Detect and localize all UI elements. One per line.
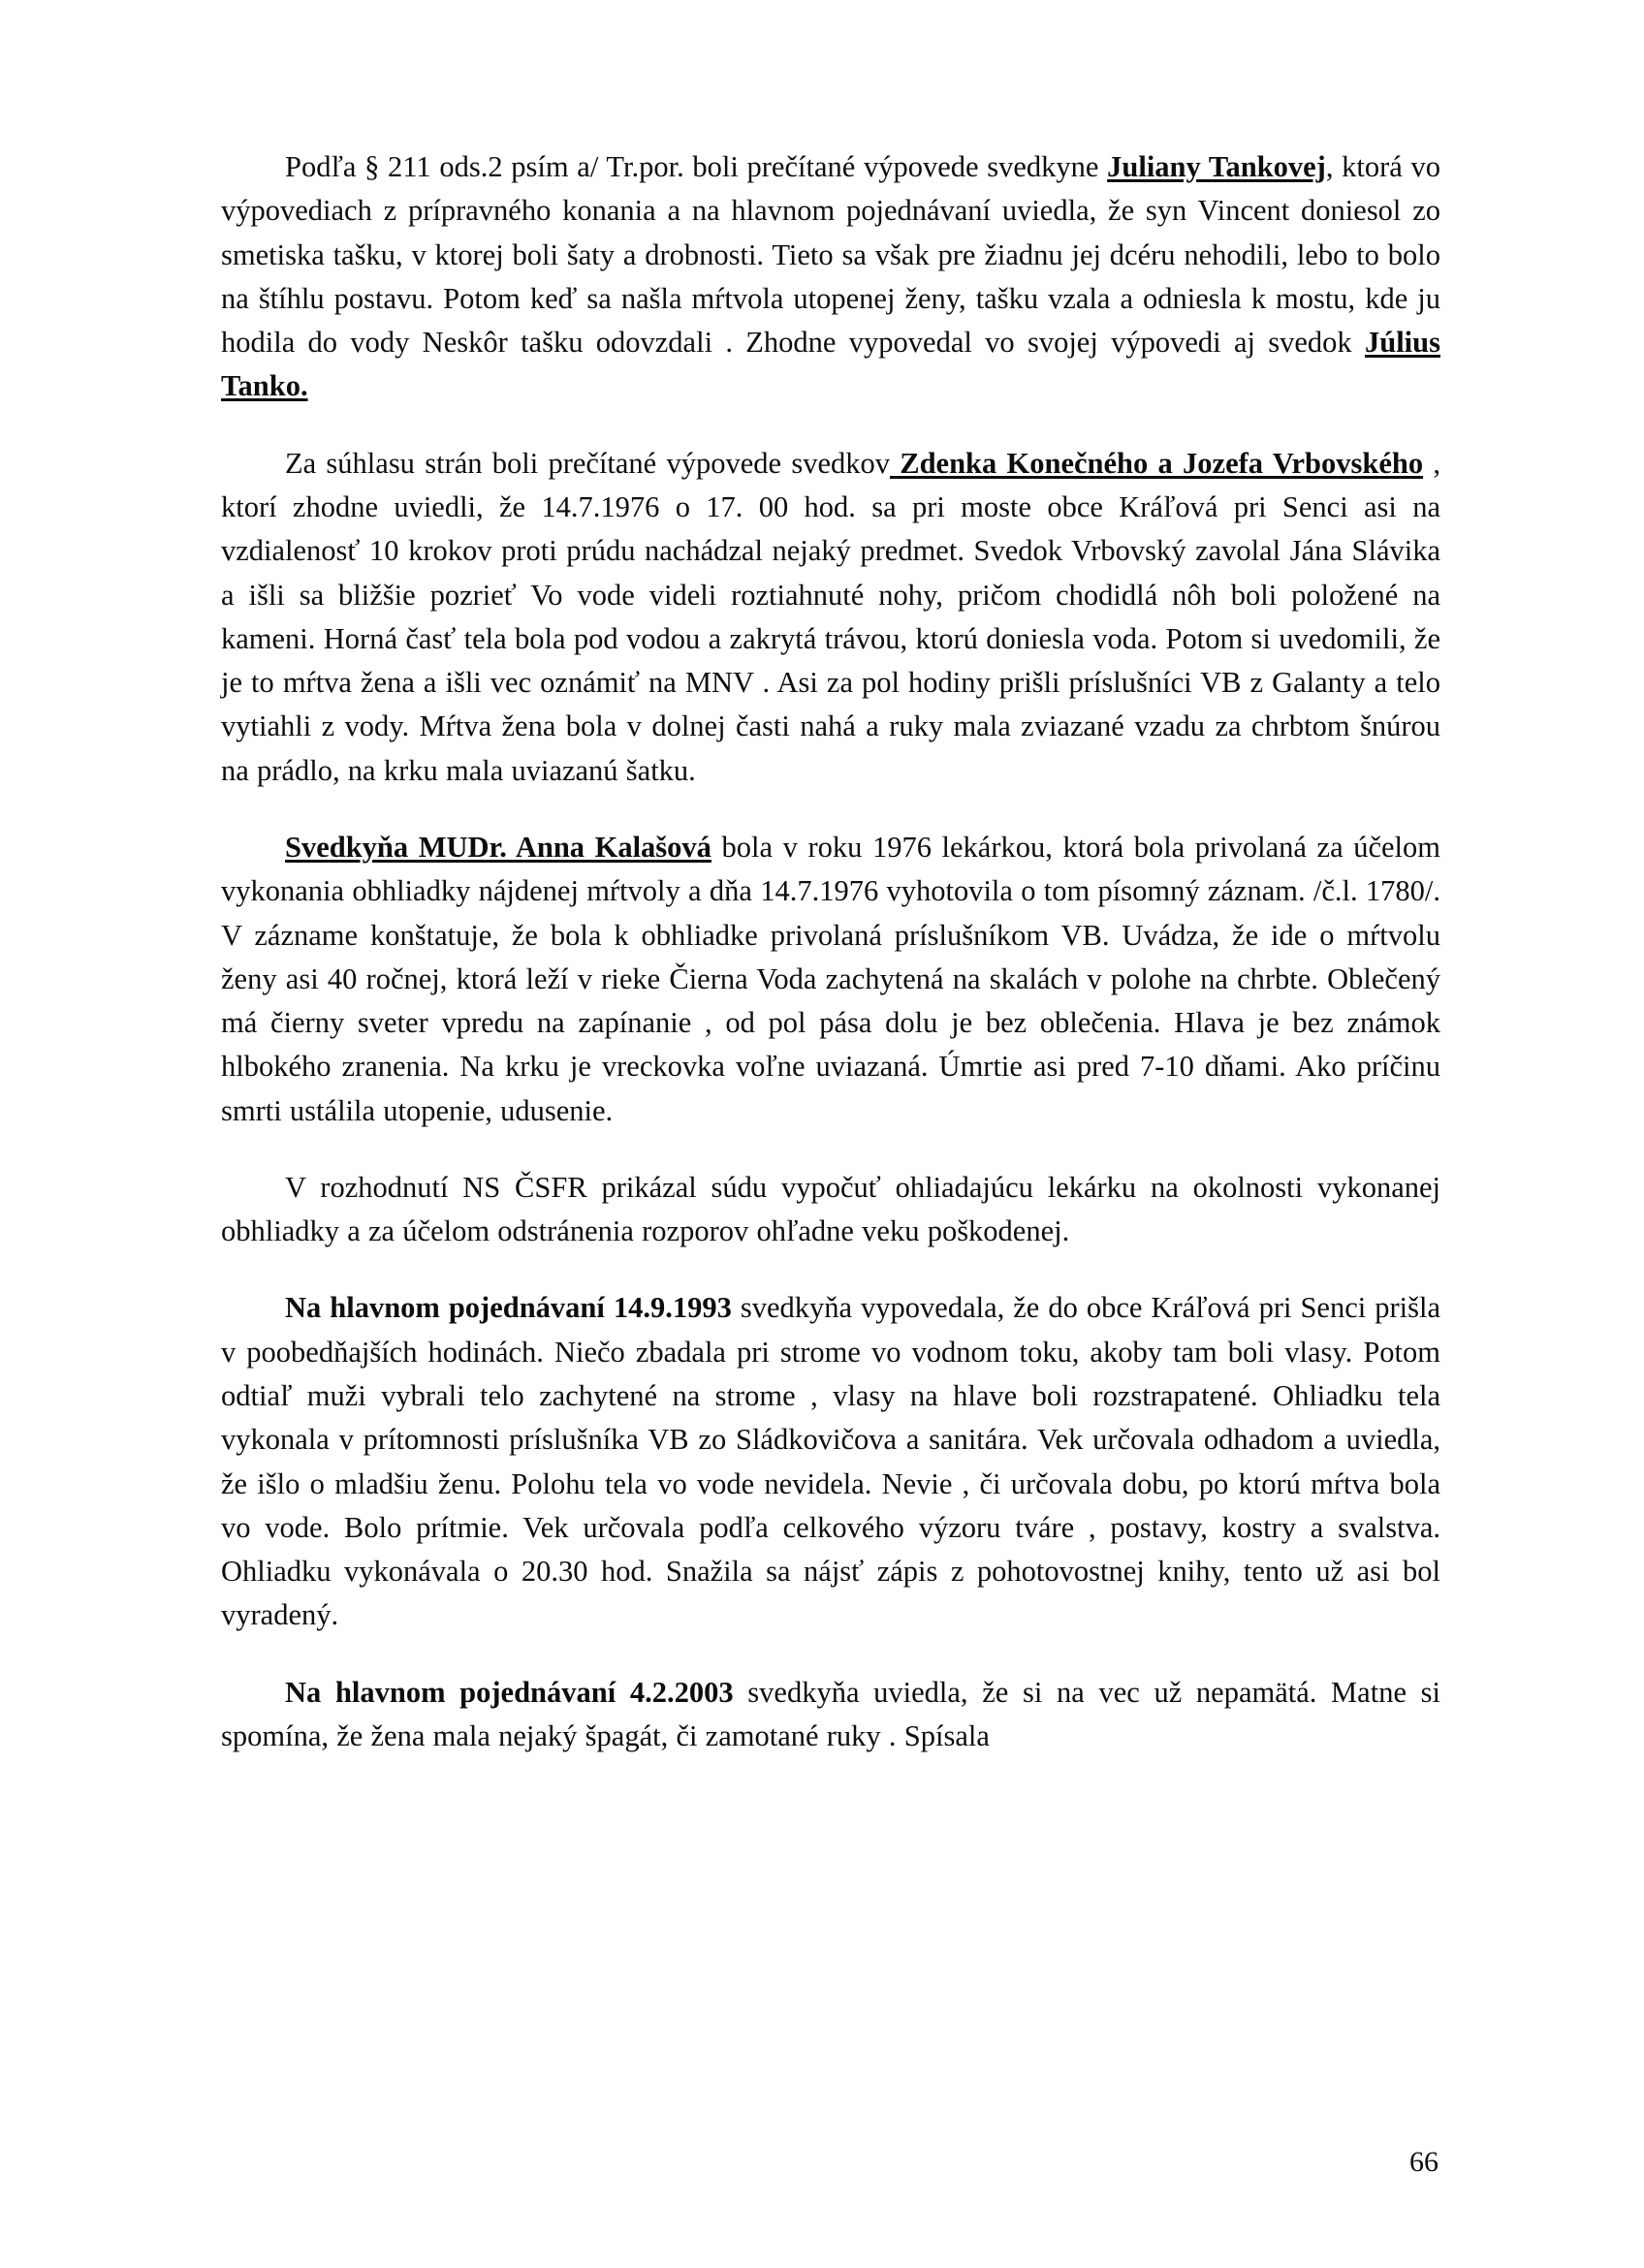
emphasized-name: Svedkyňa MUDr. Anna Kalašová <box>285 830 711 864</box>
emphasized-name: Juliany Tankovej <box>1107 150 1326 183</box>
page-number: 66 <box>1409 2146 1438 2178</box>
paragraph <box>221 145 1440 409</box>
text-run: , ktorí zhodne uviedli, že 14.7.1976 o 17. 00 hod. sa pri moste obce Kráľová pri Senci asi na vzdialenosť 10 krokov proti prúdu nachádzal nejaký predmet. Svedok Vrbovský zavolal Jána Slávika a išli sa bližšie pozrieť Vo vode videli roztiahnuté nohy, pričom chodidlá nôh boli položené na kameni. Horná časť tela bola pod vodou a zakrytá trávou, ktorú doniesla voda. Potom si uvedomili, že je to mŕtva žena a išli vec oznámiť na MNV . Asi za pol hodiny prišli príslušníci VB z Galanty a telo vytiahli z vody. Mŕtva žena bola v dolnej časti nahá a ruky mala zviazané vzadu za chrbtom šnúrou na prádlo, na krku mala uviazanú šatku. <box>221 446 1440 787</box>
text-run: , ktorá vo výpovediach z prípravného konania a na hlavnom pojednávaní uviedla, že syn Vincent doniesol zo smetiska tašku, v ktorej boli šaty a drobnosti. Tieto sa však pre žiadnu jej dcéru nehodili, lebo to bolo na štíhlu postavu. Potom keď sa našla mŕtvola utopenej ženy, tašku vzala a odniesla k mostu, kde ju hodila do vody Neskôr tašku odovzdali . Zhodne vypovedal vo svojej výpovedi aj svedok <box>221 150 1441 360</box>
text-run: svedkyňa vypovedala, že do obce Kráľová pri Senci prišla v poobedňajších hodinách. Niečo zbadala pri strome vo vodnom toku, akoby tam boli vlasy. Potom odtiaľ muži vybrali telo zachytené na strome , vlasy na hlave boli rozstrapatené. Ohliadku tela vykonala v prítomnosti príslušníka VB zo Sládkovičova a sanitára. Vek určovala odhadom a uviedla, že išlo o mladšiu ženu. Polohu tela vo vode nevidela. Nevie , či určovala dobu, po ktorú mŕtva bola vo vode. Bolo prítmie. Vek určovala podľa celkového výzoru tváre , postavy, kostry a svalstva. Ohliadku vykonávala o 20.30 hod. Snažila sa nájsť zápis z pohotovostnej knihy, tento už asi bol vyradený. <box>221 1291 1440 1632</box>
paragraph <box>221 442 1440 793</box>
paragraph <box>221 1166 1440 1254</box>
emphasized-heading-run: Na hlavnom pojednávaní 4.2.2003 <box>285 1675 734 1709</box>
text-run: V rozhodnutí NS ČSFR prikázal súdu vypočuť ohliadajúcu lekárku na okolnosti vykonanej obhliadky a za účelom odstránenia rozporov ohľadne veku poškodenej. <box>221 1170 1440 1248</box>
text-run: Za súhlasu strán boli prečítané výpovede svedkov <box>285 446 890 480</box>
paragraph <box>221 1286 1440 1637</box>
emphasized-name: Július Tanko. <box>221 326 1440 403</box>
emphasized-name: Zdenka Konečného a Jozefa Vrbovského <box>889 446 1424 480</box>
paragraph <box>221 826 1440 1133</box>
text-run: svedkyňa uviedla, že si na vec už nepamätá. Matne si spomína, že žena mala nejaký špagát, či zamotané ruky . Spísala <box>221 1675 1440 1752</box>
emphasized-heading-run: Na hlavnom pojednávaní 14.9.1993 <box>285 1291 732 1325</box>
document-body <box>221 145 1440 1758</box>
paragraph <box>221 1671 1440 1759</box>
text-run: bola v roku 1976 lekárkou, ktorá bola privolaná za účelom vykonania obhliadky nájdenej mŕtvoly a dňa 14.7.1976 vyhotovila o tom písomný záznam. /č.l. 1780/. V zázname konštatuje, že bola k obhliadke privolaná príslušníkom VB. Uvádza, že ide o mŕtvolu ženy asi 40 ročnej, ktorá leží v rieke Čierna Voda zachytená na skalách v polohe na chrbte. Oblečený má čierny sveter vpredu na zapínanie , od pol pása dolu je bez oblečenia. Hlava je bez známok hlbokého zranenia. Na krku je vreckovka voľne uviazaná. Úmrtie asi pred 7-10 dňami. Ako príčinu smrti ustálila utopenie, udusenie. <box>221 830 1440 1127</box>
text-run: Podľa § 211 ods.2 psím a/ Tr.por. boli prečítané výpovede svedkyne <box>285 150 1108 183</box>
